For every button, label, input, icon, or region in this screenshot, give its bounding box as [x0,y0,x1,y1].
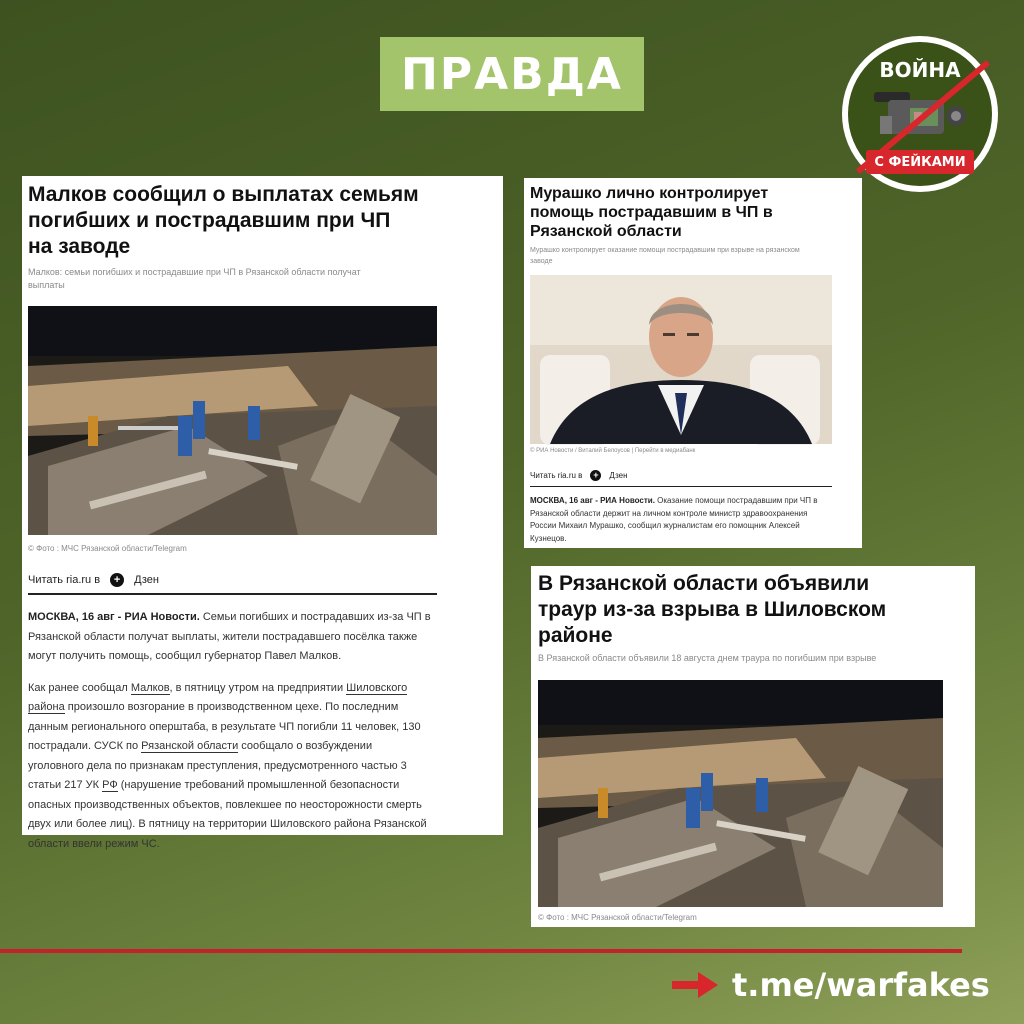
read-label: Читать ria.ru в [530,471,583,480]
article-photo-rubble[interactable] [538,680,943,907]
article-headline[interactable]: Мурашко лично контролирует помощь пострадавшим в ЧП в Рязанской области [530,185,773,240]
footer-telegram-link[interactable] [672,962,990,1008]
article-card-mourning [531,566,975,927]
footer-link-text[interactable]: t.me/warfakes [732,966,990,1004]
article-photo-rubble[interactable] [28,306,437,535]
article-subtitle: Мурашко контролирует оказание помощи пострадавшим при взрыве на рязанском заводе [530,247,800,265]
pravda-badge: ПРАВДА [380,37,644,111]
link-rf[interactable]: РФ [102,779,118,791]
divider [28,593,437,595]
article-photo-murashko[interactable] [530,275,832,444]
photo-credit: © Фото : МЧС Рязанской области/Telegram [538,913,697,922]
link-shilovsky[interactable]: Шиловского [346,681,408,694]
photo-credit: © РИА Новости / Виталий Белоусов | Перейти в медиабанк [530,448,696,454]
link-raion[interactable]: района [28,701,65,713]
article-card-malkov [22,176,503,850]
dzen-label[interactable]: Дзен [609,471,628,480]
divider [530,486,832,487]
dzen-icon: + [110,573,124,587]
footer-divider [0,949,962,953]
dzen-label[interactable]: Дзен [134,574,159,586]
article-headline[interactable]: Малков сообщил о выплатах семьям погибших и пострадавшим при ЧП на заводе [28,183,419,258]
read-label: Читать ria.ru в [28,574,101,586]
photo-credit: © Фото : МЧС Рязанской области/Telegram [28,544,187,553]
voina-s-feikami-logo [842,36,998,192]
read-in-dzen-row[interactable] [28,573,159,587]
article-card-murashko [524,178,862,548]
article-body: МОСКВА, 16 авг - РИА Новости. Оказание помощи пострадавшим при ЧП в Рязанской области держит на личном контроле министр здравоохранения России Михаил Мурашко, сообщил журналистам его помощник Алексей Кузнецов. [530,496,818,543]
article-subtitle: Малков: семьи погибших и пострадавшие при ЧП в Рязанской области получат выплаты [28,267,361,290]
arrow-right-icon [672,972,718,998]
logo-top-text: ВОЙНА [879,58,961,82]
link-ryazan-oblast[interactable]: Рязанской области [141,740,239,752]
link-malkov[interactable]: Малков [130,681,170,694]
read-in-dzen-row[interactable] [530,470,628,481]
article-subtitle: В Рязанской области объявили 18 августа днем траура по погибшим при взрыве [538,653,877,663]
article-headline[interactable]: В Рязанской области объявили траур из-за взрыва в Шиловском районе [538,572,887,647]
article-body: МОСКВА, 16 авг - РИА Новости. Семьи погибших и пострадавших из-за ЧП в Рязанской области получат выплаты, жители пострадавшего посёлка также могут получить помощь, сообщил губернатор Павел Малков. Как ранее сообщал Малков, в пятницу утром на предприятии Шиловского района произошло возгорание в производственном цехе. По последним данным регионального оперштаба, в результате ЧП погибли 11 человек, 130 пострадали. СУСК по Рязанской области сообщало о возбуждении уголовного дела по признакам преступления, предусмотренного частью 3 статьи 217 УК РФ (нарушение требований промышленной безопасности опасных производственных объектов, повлекшее по неосторожности смерть двух или более лиц). В пятницу на территории Шиловского района Рязанской области ввели режим ЧС. [28,611,431,850]
logo-bottom-text: С ФЕЙКАМИ [866,150,974,174]
dzen-icon: + [590,470,601,481]
